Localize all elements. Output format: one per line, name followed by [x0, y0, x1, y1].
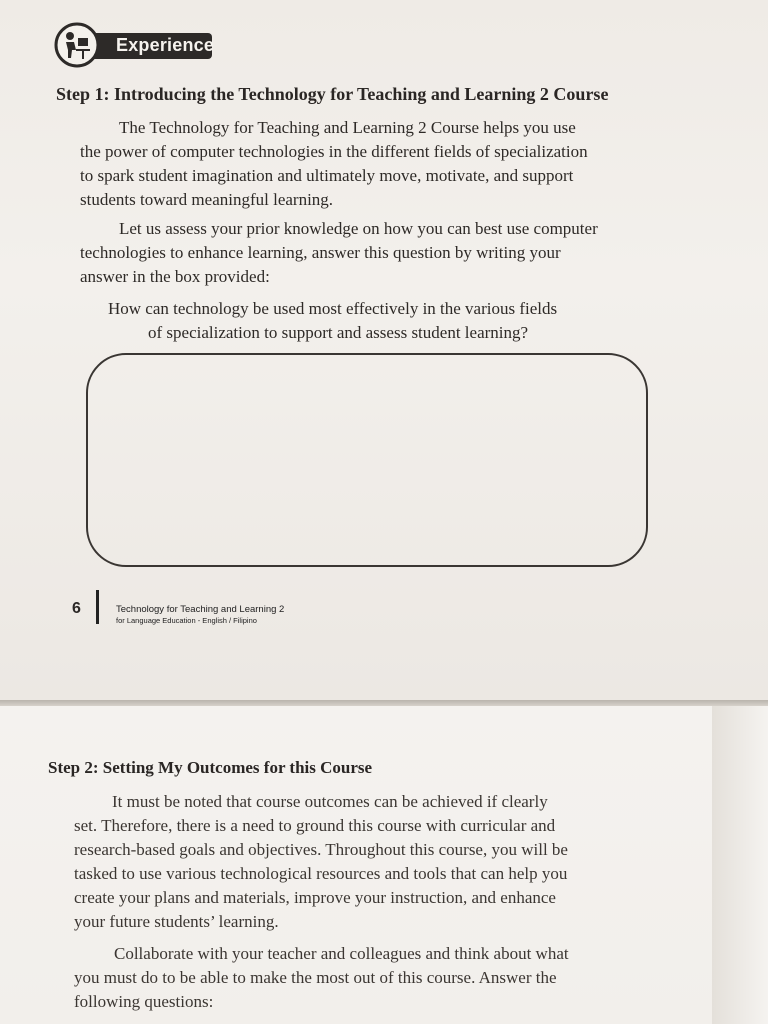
footer-book-subtitle: for Language Education - English / Filipino: [116, 616, 257, 625]
step2-line: following questions:: [74, 992, 214, 1011]
step1-heading: Step 1: Introducing the Technology for Teaching and Learning 2 Course: [56, 84, 609, 104]
step1-line: answer in the box provided:: [80, 267, 270, 286]
step2-line: your future students’ learning.: [74, 912, 279, 931]
step2-heading: Step 2: Setting My Outcomes for this Course: [48, 758, 373, 777]
step2-line: you must do to be able to make the most out of this course. Answer the: [74, 968, 557, 987]
adjacent-page-edge: [712, 706, 768, 1024]
page-number: 6: [72, 600, 81, 617]
experience-badge: [54, 22, 214, 68]
question-line: How can technology be used most effectively in the various fields: [108, 299, 558, 318]
step1-line: to spark student imagination and ultimately move, motivate, and support: [80, 166, 574, 185]
book-page-bottom: [0, 706, 768, 1024]
question-line: of specialization to support and assess student learning?: [148, 323, 529, 342]
step1-line: students toward meaningful learning.: [80, 190, 334, 209]
answer-box[interactable]: [86, 353, 648, 567]
step2-line: tasked to use various technological resources and tools that can help you: [74, 864, 568, 883]
step2-line: research-based goals and objectives. Throughout this course, you will be: [74, 840, 568, 859]
step1-line: The Technology for Teaching and Learning 2 Course helps you use: [119, 118, 576, 137]
footer-book-title: Technology for Teaching and Learning 2: [116, 604, 285, 615]
student-at-computer-icon: [54, 22, 100, 68]
step1-line: the power of computer technologies in the different fields of specialization: [80, 142, 588, 161]
step2-line: Collaborate with your teacher and colleagues and think about what: [114, 944, 569, 963]
step2-line: set. Therefore, there is a need to ground this course with curricular and: [74, 816, 556, 835]
step2-line: It must be noted that course outcomes can be achieved if clearly: [112, 792, 548, 811]
footer-divider: [96, 590, 99, 624]
badge-label: Experience: [116, 35, 215, 55]
step1-line: Let us assess your prior knowledge on how you can best use computer: [119, 219, 598, 238]
step2-line: create your plans and materials, improve your instruction, and enhance: [74, 888, 556, 907]
step1-line: technologies to enhance learning, answer this question by writing your: [80, 243, 561, 262]
